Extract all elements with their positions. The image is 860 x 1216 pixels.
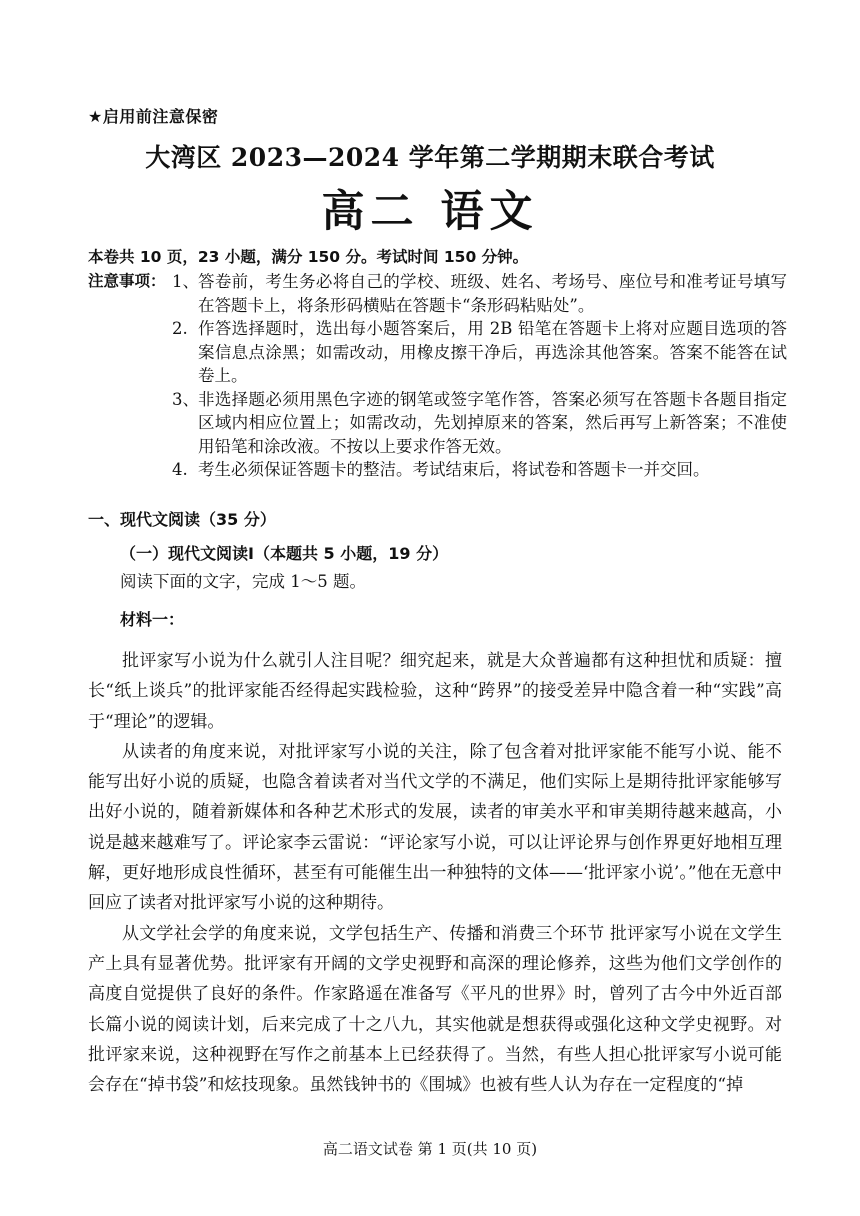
reading-passage [88, 646, 782, 1100]
note-number: 4. [172, 460, 188, 479]
material-label: 材料一： [120, 610, 185, 629]
notes-label: 注意事项： [88, 272, 166, 290]
paper-info: 本卷共 10 页，23 小题，满分 150 分。考试时间 150 分钟。 [88, 248, 529, 266]
confidential-notice: ★启用前注意保密 [88, 107, 219, 126]
page-footer: 高二语文试卷 第 1 页(共 10 页) [322, 1140, 538, 1158]
passage-paragraph: 批评家写小说为什么就引人注目呢？细究起来，就是大众普遍都有这种担忧和质疑：擅长“纸上谈兵”的批评家能否经得起实践检验，这种“跨界”的接受差异中隐含着一种“实践”高于“理论”的逻辑。 [88, 651, 782, 732]
note-text: 答卷前，考生务必将自己的学校、班级、姓名、考场号、座位号和准考证号填写在答题卡上，将条形码横贴在答题卡“条形码粘贴处”。 [198, 272, 787, 315]
note-item [172, 317, 787, 388]
notes-list [172, 270, 787, 482]
note-text: 非选择题必须用黑色字迹的钢笔或签字笔作答，答案必须写在答题卡各题目指定区域内相应位置上；如需改动，先划掉原来的答案，然后再写上新答案；不准使用铅笔和涂改液。不按以上要求作答无效。 [198, 389, 787, 456]
note-text: 考生必须保证答题卡的整洁。考试结束后，将试卷和答题卡一并交回。 [198, 460, 710, 479]
note-number: 2. [172, 319, 188, 338]
reading-instruction: 阅读下面的文字，完成 1～5 题。 [120, 572, 366, 591]
note-text: 作答选择题时，选出每小题答案后，用 2B 铅笔在答题卡上将对应题目选项的答案信息点涂黑；如需改动，用橡皮擦干净后，再选涂其他答案。答案不能答在试卷上。 [198, 319, 787, 385]
note-item [172, 270, 787, 317]
note-number: 3、 [172, 389, 199, 409]
subject-title: 高二 语文 [321, 187, 539, 237]
sub-section-heading: （一）现代文阅读I（本题共 5 小题，19 分） [120, 544, 449, 563]
note-number: 1、 [172, 272, 199, 291]
passage-paragraph: 从文学社会学的角度来说，文学包括生产、传播和消费三个环节 批评家写小说在文学生产上具有显著优势。批评家有开阔的文学史视野和高深的理论修养，这些为他们文学创作的高度自觉提供了良好的条件。作家路遥在准备写《平凡的世界》时，曾列了古今中外近百部长篇小说的阅读计划，后来完成了十之八九，其实他就是想获得或强化这种文学史视野。对批评家来说，这种视野在写作之前基本上已经获得了。当然，有些人担心批评家写小说可能会存在“掉书袋”和炫技现象。虽然钱钟书的《围城》也被有些人认为存在一定程度的“掉 [88, 923, 782, 1096]
section-heading: 一、现代文阅读（35 分） [88, 510, 276, 529]
note-item [172, 388, 787, 459]
exam-title: 大湾区 2023—2024 学年第二学期期末联合考试 [145, 143, 715, 172]
passage-paragraph: 从读者的角度来说，对批评家写小说的关注，除了包含着对批评家能不能写小说、能不能写出好小说的质疑，也隐含着读者对当代文学的不满足，他们实际上是期待批评家能够写出好小说的，随着新媒体和各种艺术形式的发展，读者的审美水平和审美期待越来越高，小说是越来越难写了。评论家李云雷说：“评论家写小说，可以让评论界与创作界更好地相互理解，更好地形成良性循环，甚至有可能催生出一种独特的文体——‘批评家小说’。”他在无意中回应了读者对批评家写小说的这种期待。 [88, 741, 782, 914]
note-item [172, 458, 787, 482]
